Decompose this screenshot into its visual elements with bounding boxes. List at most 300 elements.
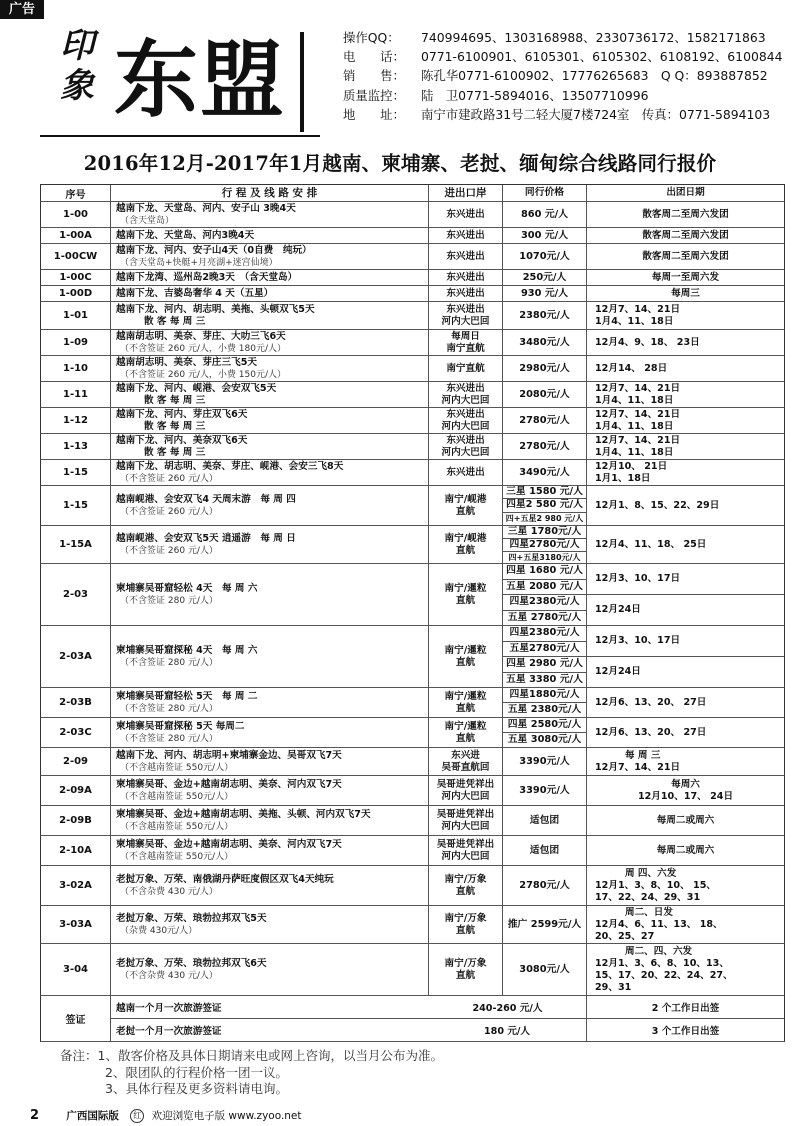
route-text: 越南岘港、会安双飞5天 逍遥游 每 周 日 [116,532,296,544]
route-note: （不含签证 260 元/人） [120,473,218,484]
cell-port [429,806,503,835]
cell-price: 930 元/人 [503,286,587,301]
port-line: 河内大巴回 [441,790,490,802]
table-row [40,688,785,718]
header-date: 出团日期 [666,187,705,198]
contact-label: 地 址： [343,106,405,122]
price-line: 四星2780元/人 [503,539,586,552]
date-line: 12月1、3、6、8、10、13、 [595,957,729,969]
table-row [40,244,785,270]
cell-route [111,748,429,775]
date-line: 每周一至周六发 [651,271,720,283]
table-row [40,626,785,688]
cell-date [587,626,784,687]
contact-label: 销 售： [343,68,405,84]
port-line: 直航 [455,594,476,606]
cell-price: 3480元/人 [503,330,587,355]
cell-port [429,626,503,687]
cell-no: 2-09 [41,748,111,775]
cell-price: 2380元/人 [503,302,587,329]
route-text: 越南下龙、河内、芽庄双飞6天 [116,408,248,420]
cell-price: 推广 2599元/人 [503,906,587,943]
route-text: 越南下龙、河内、岘港、会安双飞5天 [116,382,277,394]
route-note: （不含越南签证 550元/人） [120,821,234,832]
note-line: 2、限团队的行程价格一团一议。 [105,1064,288,1080]
cell-date [587,866,784,905]
table-row [40,270,785,286]
cell-price [503,526,587,563]
visa-label: 签证 [41,996,111,1041]
port-line: 每周日 [451,330,480,342]
table-header [40,184,785,202]
cell-route [111,460,429,485]
cell-route [111,382,429,407]
cell-no: 1-09 [41,330,111,355]
port-line: 南宁直航 [446,362,485,374]
price-line: 五星 2780元/人 [507,611,582,623]
port-line: 东兴进出 [446,229,485,241]
route-note: （不含越南签证 550元/人） [120,762,234,773]
cell-no: 1-00A [41,228,111,243]
table-row [40,202,785,228]
port-line: 东兴进出 [446,466,485,478]
contact-row [343,105,783,124]
port-line: 东兴进出 [446,287,485,299]
route-text: 柬埔寨吴哥、金边+越南胡志明、美拖、头顿、河内双飞7天 [116,808,371,820]
cell-date [587,202,784,227]
date-line: 12月6、13、20、 27日 [595,696,707,708]
cell-no: 1-13 [41,434,111,459]
cell-no: 1-15 [41,460,111,485]
contact-label: 操作QQ： [343,30,400,45]
table-row [40,866,785,906]
cell-no: 2-10A [41,836,111,865]
cell-date [587,526,784,563]
visa-days: 3 个工作日出签 [586,1019,784,1041]
price-list [503,564,586,625]
date-line: 15、17、20、22、24、27、 [595,969,733,981]
cell-price: 3080元/人 [503,944,587,995]
port-line: 直航 [455,544,476,556]
port-line: 南宁/万象 [444,912,487,924]
cell-route [111,944,429,995]
brand-logo [40,22,320,137]
cell-port [429,202,503,227]
date-line: 周 四、六发 [625,867,677,879]
cell-date [587,434,784,459]
cell-date [587,836,784,865]
header-no: 序号 [41,185,111,201]
cell-port [429,944,503,995]
date-line: 12月10、 21日 [595,460,668,472]
port-line: 东兴进出 [446,434,485,446]
cell-date [587,486,784,525]
page-title: 2016年12月-2017年1月越南、柬埔寨、老挝、缅甸综合线路同行报价 [83,152,717,175]
port-line: 南宁/暹粒 [444,720,487,732]
cell-price: 3490元/人 [503,460,587,485]
cell-route [111,330,429,355]
port-line: 河内大巴回 [441,315,490,327]
date-line: 12月7、14、21日 [595,303,681,315]
cell-route [111,626,429,687]
port-line: 南宁直航 [446,342,485,354]
contact-block [343,28,783,124]
cell-date [587,748,784,775]
date-line: 12月4、9、18、 23日 [595,336,700,348]
date-line: 1月4、11、18日 [595,446,674,458]
price-table [40,184,785,1042]
route-note: （不含签证 260 元/人） [120,506,218,517]
table-row [40,434,785,460]
route-text: 越南胡志明、美奈、芽庄、大叻三飞6天 [116,330,286,342]
visa-desc: 越南一个月一次旅游签证 [116,1003,222,1014]
port-line: 直航 [455,732,476,744]
cell-port [429,228,503,243]
port-line: 东兴进出 [446,271,485,283]
route-note: （不含签证 280 元/人） [120,703,218,714]
cell-port [429,382,503,407]
cell-no: 1-00 [41,202,111,227]
date-line: 12月24日 [595,604,641,615]
table-body [40,202,785,996]
date-line: 12月1、3、8、10、 15、 [595,879,716,891]
port-line: 南宁/万象 [444,873,487,885]
contact-value: 南宁市建政路31号二轻大厦7楼724室 传真：0771-5894103 [421,106,771,122]
port-line: 直航 [455,702,476,714]
route-text: 柬埔寨吴哥窟探秘 4天 每 周 六 [116,644,258,656]
cell-price [503,688,587,717]
port-line: 东兴进出 [446,250,485,262]
table-row [40,748,785,776]
table-row [40,944,785,996]
date-line: 每 周 三 [625,749,661,761]
port-line: 河内大巴回 [441,850,490,862]
cell-date [587,382,784,407]
cell-price: 2080元/人 [503,382,587,407]
cell-date [587,776,784,805]
cell-route [111,836,429,865]
cell-port [429,460,503,485]
price-line: 三星 1580 元/人 [503,486,586,499]
cell-date [587,944,784,995]
cell-route [111,718,429,747]
cell-price: 250元/人 [503,270,587,285]
cell-price: 2780元/人 [503,434,587,459]
route-note: 散 客 每 周 三 [144,394,206,406]
visa-price: 240-260 元/人 [472,1003,543,1014]
cell-no: 1-15A [41,526,111,563]
cell-route [111,776,429,805]
visa-desc: 老挝一个月一次旅游签证 [116,1026,222,1037]
date-line: 每周二或周六 [656,844,715,856]
date-line: 周二、日发 [625,906,673,918]
table-row [40,718,785,748]
route-note: （不含杂费 430 元/人） [120,970,218,981]
route-text: 柬埔寨吴哥、金边+越南胡志明、美奈、河内双飞7天 [116,778,342,790]
cell-date [587,302,784,329]
cell-price [503,626,587,687]
contact-row [343,28,783,47]
port-line: 吴哥进凭祥出 [436,808,495,820]
cell-price: 3390元/人 [503,776,587,805]
contact-label: 质量监控： [343,87,405,103]
cell-no: 1-00C [41,270,111,285]
contact-label: 电 话： [343,49,405,65]
port-line: 直航 [455,656,476,668]
date-line: 20、25、27 [595,930,655,942]
cell-price: 1070元/人 [503,244,587,269]
date-line: 1月4、11、18日 [595,420,674,432]
route-note: （不含签证 260 元/人） [120,545,218,556]
cell-no: 2-03C [41,718,111,747]
route-note: 散 客 每 周 三 [144,446,206,458]
contact-value: 740994695、1303168988、2330736172、1582171863 [421,30,766,45]
price-line: 五星 2080 元/人 [503,580,586,596]
port-line: 河内大巴回 [441,446,490,458]
date-line: 12月3、10、17日 [587,564,784,595]
price-list [503,718,586,747]
cell-port [429,302,503,329]
port-line: 直航 [455,924,476,936]
port-line: 东兴进出 [446,382,485,394]
cell-route [111,408,429,433]
price-line: 四星 1680 元/人 [503,564,586,580]
header-route: 行 程 及 线 路 安 排 [111,185,429,201]
cell-no: 2-03A [41,626,111,687]
route-note: （不含越南签证 550元/人） [120,851,234,862]
route-text: 老挝万象、万荣、南俄湖丹萨旺度假区双飞4天纯玩 [116,873,334,885]
cell-no: 1-00CW [41,244,111,269]
price-line: 四+五星3180元/人 [508,553,581,562]
cell-price [503,564,587,625]
cell-no: 1-01 [41,302,111,329]
route-text: 老挝万象、万荣、琅勃拉邦双飞6天 [116,957,267,969]
date-line: 12月7、14、21日 [595,761,681,773]
route-note: 散 客 每 周 三 [144,420,206,432]
table-row [40,806,785,836]
price-line: 五星 3380 元/人 [506,673,583,685]
table-row [40,286,785,302]
cell-route [111,356,429,381]
port-line: 吴哥进凭祥出 [436,838,495,850]
badge-icon: 红 [130,1109,144,1123]
table-row [40,302,785,330]
table-row [40,460,785,486]
table-row [40,564,785,626]
cell-no: 3-03A [41,906,111,943]
price-line: 四星2 580 元/人 [503,499,586,512]
date-line: 散客周二至周六发团 [642,250,729,262]
cell-route [111,228,429,243]
cell-date [587,906,784,943]
date-line: 散客周二至周六发团 [642,208,729,220]
price-line: 四星 2580元/人 [503,718,586,733]
price-line: 四星 2980 元/人 [503,657,586,673]
table-row [40,382,785,408]
cell-port [429,748,503,775]
price-list [503,688,586,717]
route-text: 柬埔寨吴哥窟轻松 5天 每 周 二 [116,690,258,702]
cell-date [587,286,784,301]
port-line: 东兴进出 [446,408,485,420]
note-line: 3、具体行程及更多资料请电询。 [105,1081,288,1096]
port-line: 吴哥进凭祥出 [436,778,495,790]
route-text: 越南下龙、天堂岛、河内3晚4天 [116,229,255,241]
cell-price: 300 元/人 [503,228,587,243]
route-text: 越南下龙、河内、胡志明、美拖、头顿双飞5天 [116,303,315,315]
date-line: 12月10、17、 24日 [637,790,734,802]
cell-date [587,688,784,717]
cell-port [429,564,503,625]
date-line: 1月4、11、18日 [595,315,674,327]
route-text: 柬埔寨吴哥、金边+越南胡志明、美奈、河内双飞7天 [116,838,342,850]
cell-date [587,806,784,835]
date-line: 1月4、11、18日 [595,394,674,406]
port-line: 南宁/暹粒 [444,644,487,656]
table-row [40,408,785,434]
cell-price [503,718,587,747]
cell-port [429,836,503,865]
cell-date [587,244,784,269]
date-line: 散客周二至周六发团 [642,229,729,241]
route-text: 越南下龙、河内、安子山4天（0自费 纯玩） [116,244,312,256]
table-row [40,776,785,806]
visa-item [111,1019,784,1041]
edition-name: 广西国际版 [66,1110,119,1122]
cell-route [111,526,429,563]
cell-date [587,718,784,747]
contact-row [343,86,783,105]
cell-price: 2780元/人 [503,408,587,433]
cell-no: 2-09A [41,776,111,805]
cell-route [111,202,429,227]
cell-date [587,330,784,355]
cell-port [429,718,503,747]
date-list [587,564,784,625]
cell-route [111,270,429,285]
footer [30,1108,302,1123]
cell-route [111,866,429,905]
cell-date [587,564,784,625]
price-line: 四星2380元/人 [503,595,586,611]
cell-date [587,356,784,381]
port-line: 南宁/暹粒 [444,582,487,594]
date-line: 17、22、24、29、31 [595,891,701,903]
route-note: （不含签证 280 元/人） [120,595,218,606]
date-line: 1月1、18日 [595,472,651,484]
cell-port [429,526,503,563]
cell-no: 1-11 [41,382,111,407]
price-list [503,526,586,563]
contact-value: 陈孔华0771-6100902、17776265683 Q Q：893887852 [421,68,768,84]
contact-row [343,47,783,66]
cell-no: 1-12 [41,408,111,433]
table-row [40,356,785,382]
cell-route [111,286,429,301]
visa-list [111,996,784,1041]
price-list [503,626,586,687]
route-text: 越南下龙、河内、美奈双飞6天 [116,434,248,446]
cell-port [429,866,503,905]
port-line: 南宁/岘港 [444,493,487,505]
cell-price: 2780元/人 [503,866,587,905]
port-line: 东兴进 [451,749,480,761]
visa-price: 180 元/人 [483,1026,531,1037]
cell-no: 2-03B [41,688,111,717]
header-price: 同行价格 [503,185,587,201]
cell-route [111,906,429,943]
route-text: 越南下龙湾、巡州岛2晚3天 （含天堂岛） [116,271,298,283]
cell-port [429,434,503,459]
cell-port [429,330,503,355]
date-list [587,626,784,687]
cell-port [429,688,503,717]
route-note: （不含签证 260 元/人，小费 180元/人） [120,343,287,354]
notes [60,1048,443,1098]
port-line: 东兴进出 [446,303,485,315]
route-text: 越南胡志明、美奈、芽庄三飞5天 [116,356,257,368]
table-row [40,906,785,944]
cell-port [429,356,503,381]
port-line: 东兴进出 [446,208,485,220]
port-line: 河内大巴回 [441,820,490,832]
table-row [40,486,785,526]
price-line: 四星2380元/人 [503,626,586,642]
route-text: 老挝万象、万荣、琅勃拉邦双飞5天 [116,912,267,924]
cell-date [587,270,784,285]
route-text: 越南下龙、河内、胡志明+柬埔寨金边、吴哥双飞7天 [116,749,342,761]
port-line: 南宁/万象 [444,957,487,969]
route-text: 越南岘港、会安双飞4 天周末游 每 周 四 [116,493,296,505]
route-note: （杂费 430元/人） [120,925,198,936]
logo-char-2: 象 [60,66,94,106]
route-text: 越南下龙、胡志明、美奈、芽庄、岘港、会安三飞8天 [116,460,344,472]
cell-no: 1-00D [41,286,111,301]
date-line: 每周二或周六 [656,814,715,826]
cell-route [111,486,429,525]
logo-divider [300,32,304,132]
table-row [40,228,785,244]
route-text: 越南下龙、天堂岛、河内、安子山 3晚4天 [116,202,296,214]
cell-route [111,806,429,835]
contact-value: 0771-6100901、6105301、6105302、6108192、6100844 [421,49,783,65]
cell-price: 3390元/人 [503,748,587,775]
price-line: 五星 2380元/人 [507,704,582,715]
date-line: 12月7、14、21日 [595,408,681,420]
cell-no: 2-09B [41,806,111,835]
date-line: 12月7、14、21日 [595,382,681,394]
price-line: 五星2780元/人 [503,642,586,658]
port-line: 河内大巴回 [441,420,490,432]
route-note: （不含签证 280 元/人） [120,657,218,668]
ad-tag: 广告 [0,0,44,19]
cell-route [111,564,429,625]
visa-item [111,996,784,1019]
logo-main: 东盟 [114,30,287,129]
table-row [40,526,785,564]
header-port: 进出口岸 [429,185,503,201]
cell-port [429,776,503,805]
route-note: （含天堂岛） [120,215,175,226]
route-note: （不含签证 280 元/人） [120,733,218,744]
price-line: 五星 3080元/人 [507,734,582,745]
date-line: 12月14、 28日 [595,362,668,374]
visa-items [111,996,784,1041]
cell-no: 3-02A [41,866,111,905]
note-line: 备注：1、散客价格及具体日期请来电或网上咨询，以当月公布为准。 [60,1048,443,1063]
route-note: （不含杂费 430 元/人） [120,886,218,897]
price-line: 四+五星2 980 元/人 [505,513,584,523]
